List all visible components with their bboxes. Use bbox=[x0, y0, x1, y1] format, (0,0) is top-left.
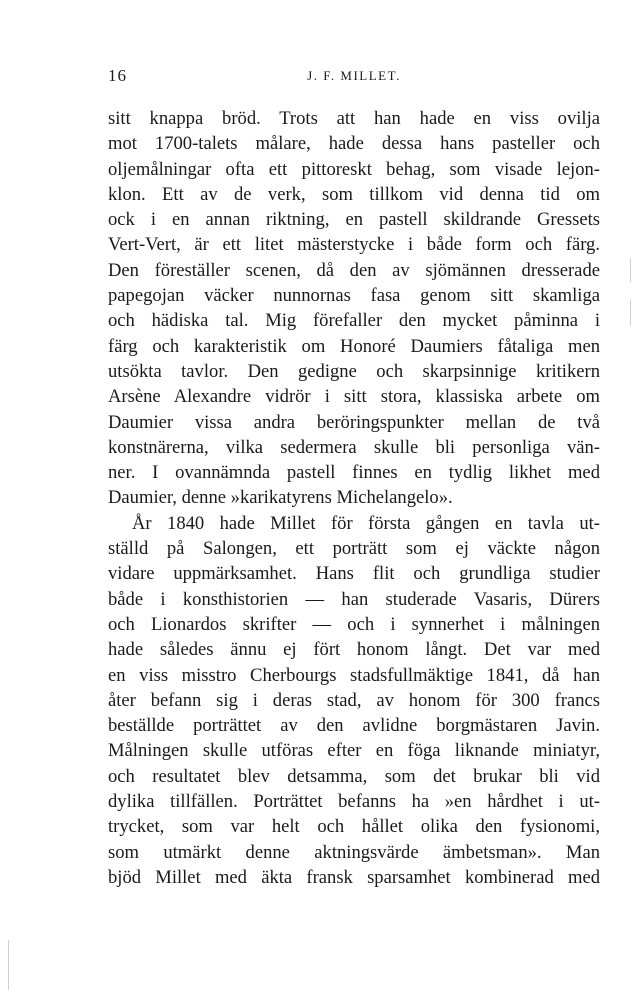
text-line: som utmärkt denne aktningsvärde ämbetsman». Man bbox=[108, 841, 600, 863]
text-line: bjöd Millet med äkta fransk sparsamhet kombinerad med bbox=[108, 866, 600, 888]
text-line: papegojan väcker nunnornas fasa genom sitt skamliga bbox=[108, 285, 600, 307]
margin-mark bbox=[630, 258, 631, 282]
page-header bbox=[108, 66, 600, 90]
text-line: Daumier vissa andra beröringspunkter mellan de två bbox=[108, 411, 600, 433]
text-line: Arsène Alexandre vidrör i sitt stora, klassiska arbete om bbox=[108, 386, 600, 408]
text-line: Daumier, denne »karikatyrens Michelangelo». bbox=[108, 487, 453, 509]
text-line: och hädiska tal. Mig förefaller den mycket påminna i bbox=[108, 310, 600, 332]
text-line: ock i en annan riktning, en pastell skildrande Gressets bbox=[108, 209, 600, 231]
text-line: och Lionardos skrifter — och i synnerhet i målningen bbox=[108, 613, 600, 635]
text-line: ställd på Salongen, ett porträtt som ej väckte någon bbox=[108, 538, 600, 560]
text-line: mot 1700-talets målare, hade dessa hans pasteller och bbox=[108, 133, 600, 155]
text-line: åter befann sig i deras stad, av honom för 300 francs bbox=[108, 689, 600, 711]
page-number: 16 bbox=[108, 66, 127, 85]
text-line: trycket, som var helt och hållet olika den fysionomi, bbox=[108, 816, 600, 838]
text-line: Vert-Vert, är ett litet mästerstycke i både form och färg. bbox=[108, 234, 600, 256]
text-line: konstnärerna, vilka sedermera skulle bli personliga vän- bbox=[108, 436, 600, 458]
text-line: sitt knappa bröd. Trots att han hade en viss ovilja bbox=[108, 108, 600, 129]
text-line: färg och karakteristik om Honoré Daumiers fåtaliga men bbox=[108, 335, 600, 357]
text-line: oljemålningar ofta ett pittoreskt behag, som visade lejon- bbox=[108, 158, 600, 180]
text-line: både i konsthistorien — han studerade Vasaris, Dürers bbox=[108, 588, 600, 610]
text-line: dylika tillfällen. Porträttet befanns ha »en hårdhet i ut- bbox=[108, 791, 600, 813]
body-text bbox=[108, 106, 600, 890]
text-line: en viss misstro Cherbourgs stadsfullmäktige 1841, då han bbox=[108, 664, 600, 686]
text-line: beställde porträttet av den avlidne borgmästaren Javin. bbox=[108, 715, 600, 737]
text-line: utsökta tavlor. Den gedigne och skarpsinnige kritikern bbox=[108, 360, 600, 382]
text-line: klon. Ett av de verk, som tillkom vid denna tid om bbox=[108, 183, 600, 205]
margin-mark bbox=[8, 940, 9, 990]
text-line: År 1840 hade Millet för första gången en tavla ut- bbox=[132, 512, 600, 534]
text-line: vidare uppmärksamhet. Hans flit och grundliga studier bbox=[108, 563, 600, 585]
text-line: ner. I ovannämnda pastell finnes en tydlig likhet med bbox=[108, 462, 600, 484]
text-line: Den föreställer scenen, då den av sjömännen dresserade bbox=[108, 259, 600, 281]
text-line: Målningen skulle utföras efter en föga liknande miniatyr, bbox=[108, 740, 600, 762]
text-line: hade således ännu ej fört honom långt. Det var med bbox=[108, 639, 600, 661]
margin-mark bbox=[630, 300, 631, 326]
running-head: J. F. MILLET. bbox=[307, 68, 401, 83]
text-line: och resultatet blev detsamma, som det brukar bli vid bbox=[108, 765, 600, 787]
